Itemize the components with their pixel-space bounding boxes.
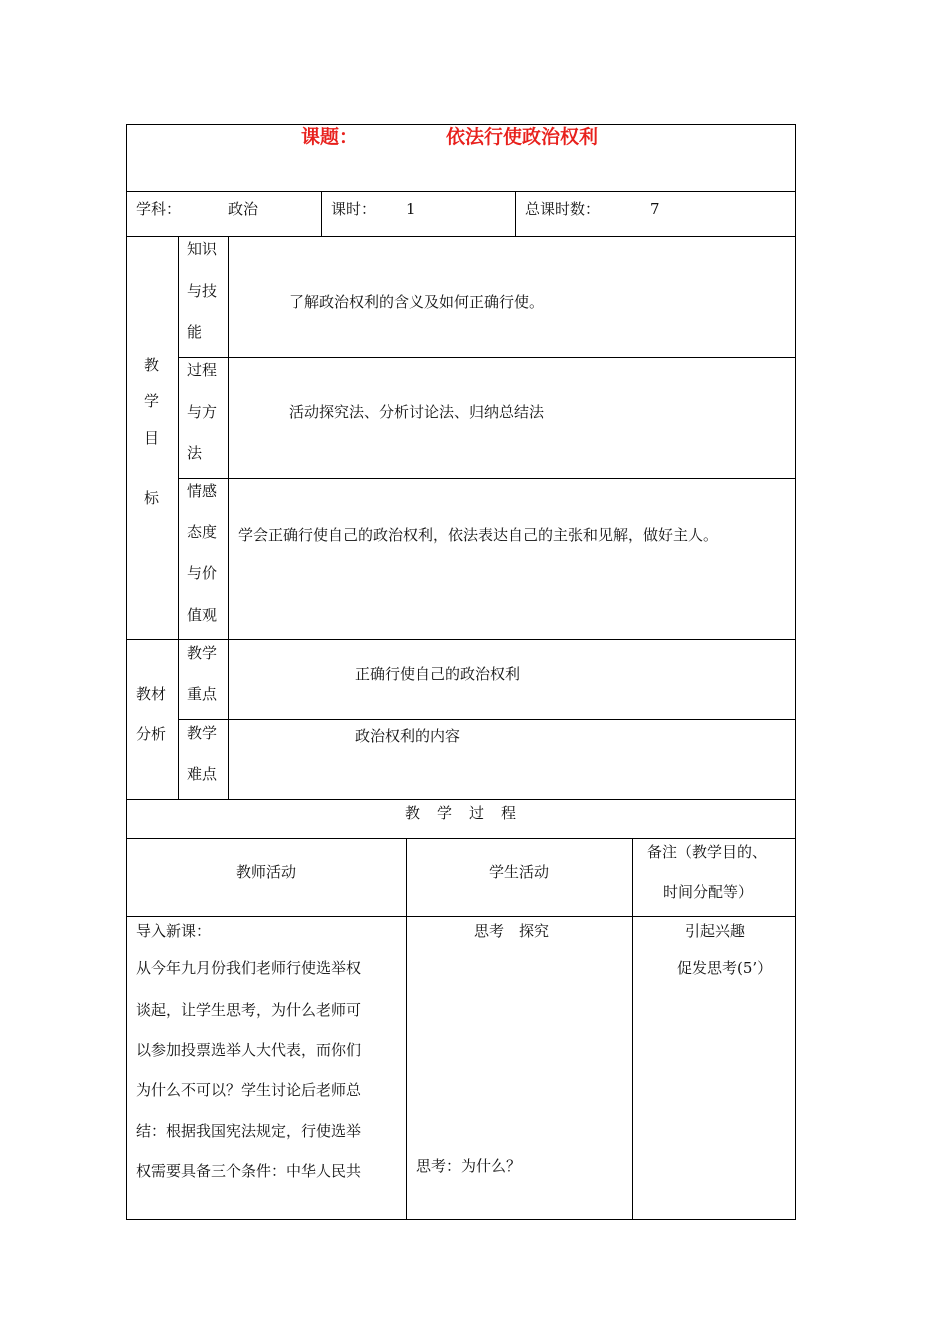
analysis-label: 教学 [187,644,218,662]
teacher-activity-line: 以参加投票选举人大代表，而你们 [136,1041,362,1059]
analysis-label: 难点 [187,765,218,783]
objective-content: 活动探究法、分析讨论法、归纳总结法 [289,403,545,421]
objectives-group-char: 标 [144,489,160,507]
teacher-activity-line: 导入新课： [136,922,212,940]
objective-content: 了解政治权利的含义及如何正确行使。 [289,293,545,311]
period-label: 课时： [331,200,377,218]
analysis-label: 重点 [187,685,218,703]
student-activity-line: 思考：为什么？ [416,1157,522,1175]
title-label: 课题： [301,126,359,148]
period-value: 1 [406,200,416,218]
notes-header: 备注（教学目的、 [647,843,768,861]
subject-value: 政治 [228,200,259,218]
teacher-activity-header: 教师活动 [235,863,296,881]
objective-label: 过程 [187,361,218,379]
student-activity-header: 学生活动 [488,863,549,881]
notes-header: 时间分配等） [663,883,754,901]
analysis-content: 政治权利的内容 [355,727,461,745]
analysis-group-label: 分析 [136,725,167,743]
analysis-content: 正确行使自己的政治权利 [355,665,521,683]
objective-label: 能 [187,323,203,341]
objective-label: 态度 [187,523,218,541]
analysis-label: 教学 [187,724,218,742]
objective-label: 值观 [187,606,218,624]
objectives-group-char: 教 [144,356,160,374]
page-title: 依法行使政治权利 [446,126,599,148]
objective-label: 与方 [187,403,218,421]
student-activity-line: 思考 探究 [474,922,550,940]
teacher-activity-line: 为什么不可以？学生讨论后老师总 [136,1081,362,1099]
teacher-activity-line: 从今年九月份我们老师行使选举权 [136,959,362,977]
objectives-group-char: 目 [144,429,160,447]
teacher-activity-line: 权需要具备三个条件：中华人民共 [136,1162,362,1180]
teacher-activity-line: 结：根据我国宪法规定，行使选举 [136,1122,362,1140]
objective-label: 与技 [187,282,218,300]
total-periods-label: 总课时数： [525,200,601,218]
note-line: 促发思考(5’） [677,959,773,977]
objective-label: 情感 [187,482,218,500]
teacher-activity-line: 谈起，让学生思考，为什么老师可 [136,1001,362,1019]
subject-label: 学科： [136,200,182,218]
note-line: 引起兴趣 [685,922,746,940]
process-heading: 教 学 过 程 [404,804,517,822]
objective-content: 学会正确行使自己的政治权利，依法表达自己的主张和见解，做好主人。 [238,526,719,544]
objective-label: 知识 [187,240,218,258]
analysis-group-label: 教材 [136,685,167,703]
objective-label: 与价 [187,564,218,582]
objective-label: 法 [187,444,203,462]
objectives-group-char: 学 [144,392,160,410]
total-periods-value: 7 [650,200,660,218]
